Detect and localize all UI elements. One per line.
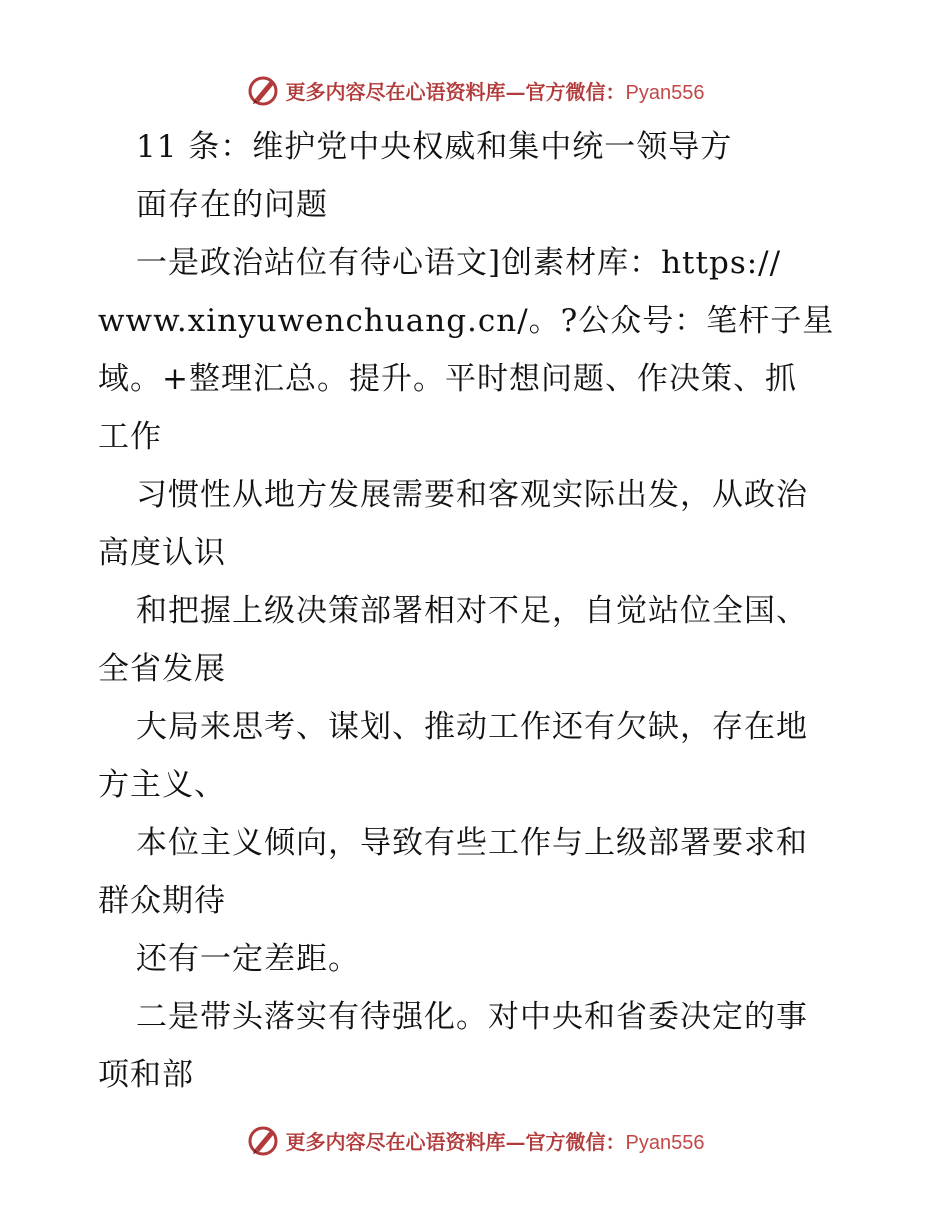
- body-line: 和把握上级决策部署相对不足，自觉站位全国、: [136, 593, 808, 629]
- body-line: 群众期待: [98, 883, 226, 919]
- body-line: 本位主义倾向，导致有些工作与上级部署要求和: [136, 825, 808, 861]
- pen-logo-icon: [246, 73, 280, 107]
- body-line: 方主义、: [98, 767, 226, 803]
- body-line: 域。+整理汇总。提升。平时想问题、作决策、抓: [98, 361, 797, 397]
- pen-logo-icon: [246, 1123, 280, 1157]
- footer-banner-text: 更多内容尽在心语资料库—官方微信：Pyan556: [285, 1129, 705, 1154]
- body-line: www.xinyuwenchuang.cn/。?公众号：笔杆子星: [98, 303, 835, 339]
- body-line: 11 条：维护党中央权威和集中统一领导方: [136, 129, 733, 165]
- body-line: 大局来思考、谋划、推动工作还有欠缺，存在地: [136, 709, 808, 745]
- body-line: 高度认识: [98, 535, 226, 571]
- body-line: 习惯性从地方发展需要和客观实际出发，从政治: [136, 477, 808, 513]
- header-wechat-id: Pyan556: [625, 81, 705, 104]
- body-line: 全省发展: [98, 651, 226, 687]
- body-line: 一是政治站位有待心语文]创素材库：https://: [136, 245, 782, 281]
- header-banner-text: 更多内容尽在心语资料库—官方微信：Pyan556: [285, 79, 705, 104]
- body-line: 二是带头落实有待强化。对中央和省委决定的事: [136, 999, 808, 1035]
- document-body: [98, 118, 858, 1104]
- footer-banner: [0, 1120, 950, 1160]
- body-line: 面存在的问题: [136, 187, 328, 223]
- header-banner: [0, 70, 950, 110]
- body-line: 项和部: [98, 1057, 194, 1093]
- body-line: 工作: [98, 419, 162, 455]
- footer-wechat-id: Pyan556: [625, 1131, 705, 1154]
- body-line: 还有一定差距。: [136, 941, 360, 977]
